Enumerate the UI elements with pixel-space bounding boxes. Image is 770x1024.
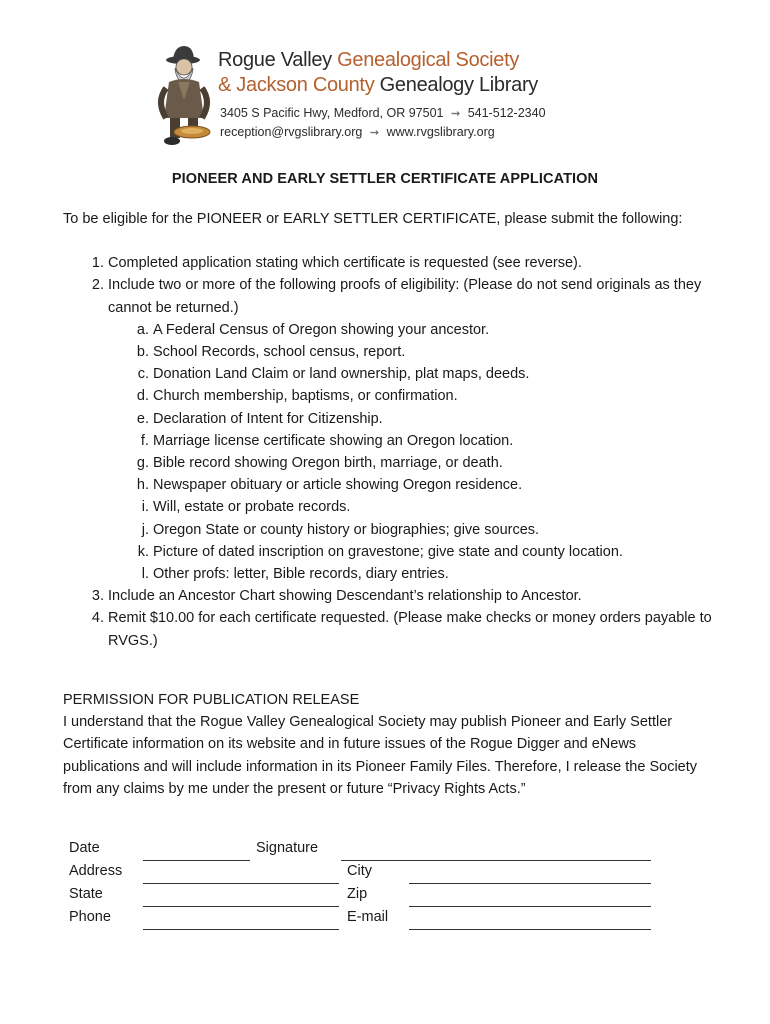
org-name-part: Rogue Valley [218, 49, 332, 71]
list-item: a. A Federal Census of Oregon showing your ancestor. [153, 319, 713, 341]
website-link[interactable]: www.rvgslibrary.org [386, 125, 495, 139]
list-item: 3. Include an Ancestor Chart showing Descendant’s relationship to Ancestor. [108, 585, 713, 607]
org-name-part: & Jackson County [218, 74, 375, 96]
intro-paragraph: To be eligible for the PIONEER or EARLY SETTLER CERTIFICATE, please submit the following: [63, 211, 683, 227]
permission-text: I understand that the Rogue Valley Genealogical Society may publish Pioneer and Early Settler Certificate information on its website and in future issues of the Rogue Digger and eNews publications and will include information in its Pioneer Family Files. Therefore, I release the Society from any claims by me under the present or future “Privacy Rights Acts.” [63, 714, 698, 797]
pioneer-miner-logo [152, 40, 218, 150]
org-name-part: Genealogy Library [379, 74, 538, 96]
phone-field[interactable] [143, 929, 339, 930]
address-field[interactable] [143, 883, 339, 884]
separator-icon: ⇝ [450, 108, 461, 120]
state-label: State [69, 886, 103, 902]
street-address: 3405 S Pacific Hwy, Medford, OR 97501 [220, 106, 444, 120]
list-item: l. Other profs: letter, Bible records, diary entries. [153, 563, 713, 585]
city-label: City [347, 863, 372, 879]
list-item: g. Bible record showing Oregon birth, marriage, or death. [153, 452, 713, 474]
zip-label: Zip [347, 886, 368, 902]
email-field[interactable] [409, 929, 651, 930]
contact-info [220, 104, 546, 142]
organization-name [218, 48, 538, 98]
list-item [108, 274, 713, 585]
phone-label: Phone [69, 909, 111, 925]
list-item: e. Declaration of Intent for Citizenship. [153, 408, 713, 430]
list-item: 1. Completed application stating which certificate is requested (see reverse). [108, 252, 713, 274]
list-item-text: Include two or more of the following proofs of eligibility: (Please do not send originals as they cannot be returned.) [108, 277, 702, 316]
separator-icon: ⇝ [369, 127, 380, 139]
page-title: PIONEER AND EARLY SETTLER CERTIFICATE APPLICATION [171, 171, 599, 187]
city-field[interactable] [409, 883, 651, 884]
address-label: Address [69, 863, 123, 879]
letterhead [152, 40, 612, 150]
email-address[interactable]: reception@rvgslibrary.org [220, 125, 363, 139]
list-item: h. Newspaper obituary or article showing Oregon residence. [153, 474, 713, 496]
state-field[interactable] [143, 906, 339, 907]
list-item: f. Marriage license certificate showing an Oregon location. [153, 430, 713, 452]
list-item: 4. Remit $10.00 for each certificate requested. (Please make checks or money orders payable to RVGS.) [108, 607, 713, 651]
date-field[interactable] [143, 860, 250, 861]
date-label: Date [69, 840, 100, 856]
section-heading: PERMISSION FOR PUBLICATION RELEASE [63, 692, 360, 708]
signature-field[interactable] [341, 860, 651, 861]
list-item: i. Will, estate or probate records. [153, 496, 713, 518]
list-item: k. Picture of dated inscription on gravestone; give state and county location. [153, 541, 713, 563]
list-item: b. School Records, school census, report. [153, 341, 713, 363]
requirements-list [63, 252, 713, 652]
permission-section [63, 689, 713, 800]
org-name-part: Genealogical Society [337, 49, 520, 71]
applicant-form [69, 840, 669, 940]
email-label: E-mail [347, 909, 389, 925]
eligibility-section [63, 208, 713, 652]
list-item: j. Oregon State or county history or biographies; give sources. [153, 519, 713, 541]
list-item: c. Donation Land Claim or land ownership, plat maps, deeds. [153, 363, 713, 385]
proofs-list [108, 319, 713, 585]
signature-label: Signature [256, 840, 319, 856]
phone-number: 541-512-2340 [467, 106, 546, 120]
zip-field[interactable] [409, 906, 651, 907]
list-item: d. Church membership, baptisms, or confirmation. [153, 385, 713, 407]
